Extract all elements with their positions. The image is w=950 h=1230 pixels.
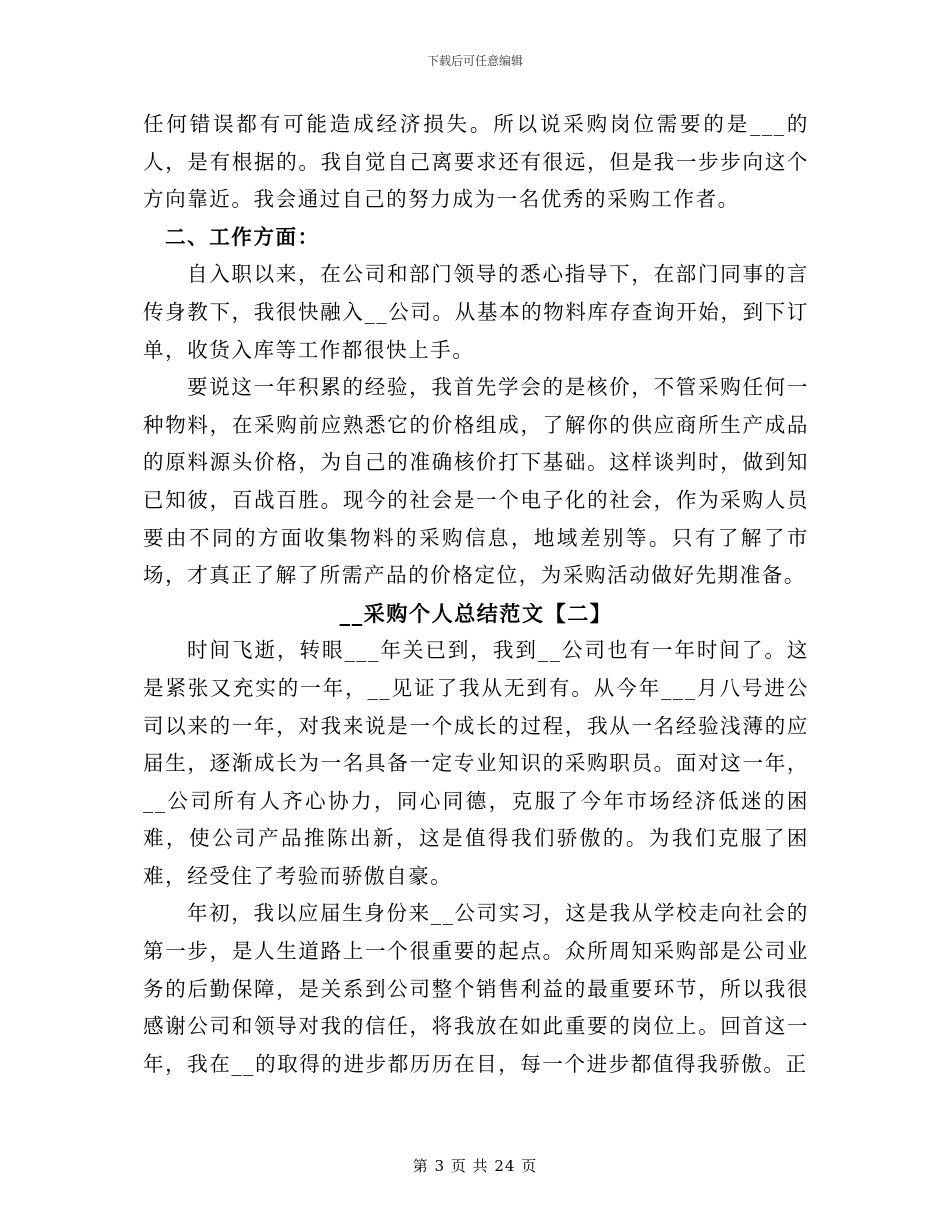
paragraph-year-review: 时间飞逝，转眼___年关已到，我到__公司也有一年时间了。这是紧张又充实的一年，__见证了我从无到有。从今年___月八号进公司以来的一年，对我来说是一个成长的过程，我从一名经验浅薄的应届生，逐渐成长为一名具备一定专业知识的采购职员。面对这一年，__公司所有人齐心协力，同心同德，克服了今年市场经济低迷的困难，使公司产品推陈出新，这是值得我们骄傲的。为我们克服了困难，经受住了考验而骄傲自豪。: [143, 638, 809, 888]
document-body: [143, 106, 809, 1083]
paragraph-onboarding: 自入职以来，在公司和部门领导的悉心指导下，在部门同事的言传身教下，我很快融入__公司。从基本的物料库存查询开始，到下订单，收货入库等工作都很快上手。: [143, 262, 809, 362]
paragraph-internship: 年初，我以应届生身份来__公司实习，这是我从学校走向社会的第一步，是人生道路上一个很重要的起点。众所周知采购部是公司业务的后勤保障，是关系到公司整个销售利益的最重要环节，所以我很感谢公司和领导对我的信任，将我放在如此重要的岗位上。回首这一年，我在__的取得的进步都历历在目，每一个进步都值得我骄傲。正: [143, 901, 809, 1076]
page-header-note: 下载后可任意编辑: [426, 54, 523, 68]
paragraph-continuation: 任何错误都有可能造成经济损失。所以说采购岗位需要的是___的人，是有根据的。我自觉自己离要求还有很远，但是我一步步向这个方向靠近。我会通过自己的努力成为一名优秀的采购工作者。: [143, 112, 809, 212]
paragraph-experience: 要说这一年积累的经验，我首先学会的是核价，不管采购任何一种物料，在采购前应熟悉它的价格组成，了解你的供应商所生产成品的原料源头价格，为自己的准确核价打下基础。这样谈判时，做到知已知彼，百战百胜。现今的社会是一个电子化的社会，作为采购人员要由不同的方面收集物料的采购信息，地域差别等。只有了解了市场，才真正了解了所需产品的价格定位，为采购活动做好先期准备。: [143, 375, 809, 588]
section-heading-work: 二、工作方面：: [165, 224, 320, 249]
page-number-footer: 第 3 页 共 24 页: [412, 1157, 538, 1175]
document-section-title: __采购个人总结范文【二】: [339, 600, 613, 626]
